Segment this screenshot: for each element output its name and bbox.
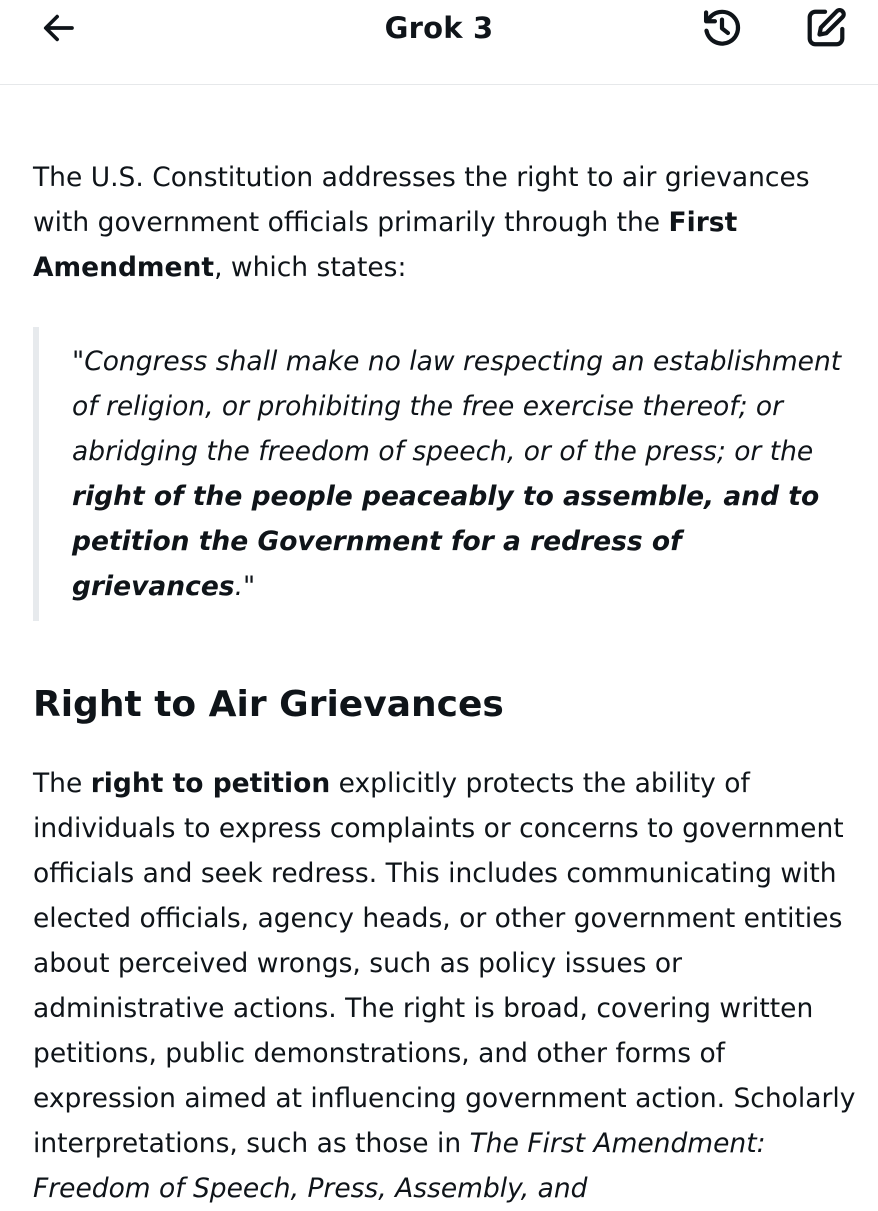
section-heading: Right to Air Grievances: [33, 684, 504, 725]
quote-text: "Congress shall make no law respecting an establishment of religion, or prohibiting the free exercise thereof; or abridging the freedom of speech, or of the press; or the: [72, 346, 842, 467]
new-chat-edit-icon: [803, 5, 849, 51]
intro-bold-text: First Amendment: [33, 207, 738, 283]
quote-bold-text: right of the people peaceably to assemble, and to petition the Government for a redress of grievances: [72, 481, 820, 602]
intro-text: The U.S. Constitution addresses the right to air grievances with government officials primarily through the: [33, 162, 810, 238]
response-content: [33, 155, 863, 1211]
history-icon: [699, 5, 745, 51]
blockquote: [33, 327, 863, 621]
intro-paragraph: [33, 155, 863, 290]
top-bar: [0, 0, 878, 85]
section-bold-text: right to petition: [90, 768, 331, 799]
section-italic-citation: The First Amendment: Freedom of Speech, Press, Assembly, and: [33, 1128, 766, 1204]
section-text: The: [33, 768, 91, 799]
intro-text-end: , which states:: [214, 252, 407, 283]
section-paragraph: [33, 761, 863, 1211]
section-text-body: explicitly protects the ability of individuals to express complaints or concerns to government officials and seek redress. This includes communicating with elected officials, agency heads, or other government entities about perceived wrongs, such as policy issues or administrative actions. The right is broad, covering written petitions, public demonstrations, and other forms of expression aimed at influencing government action. Scholarly interpretations, such as those in: [33, 768, 856, 1159]
quote-paragraph: [72, 339, 863, 609]
history-button[interactable]: [696, 2, 748, 54]
quote-text-end: .": [234, 571, 256, 602]
new-chat-button[interactable]: [800, 2, 852, 54]
page-title: Grok 3: [384, 11, 494, 45]
